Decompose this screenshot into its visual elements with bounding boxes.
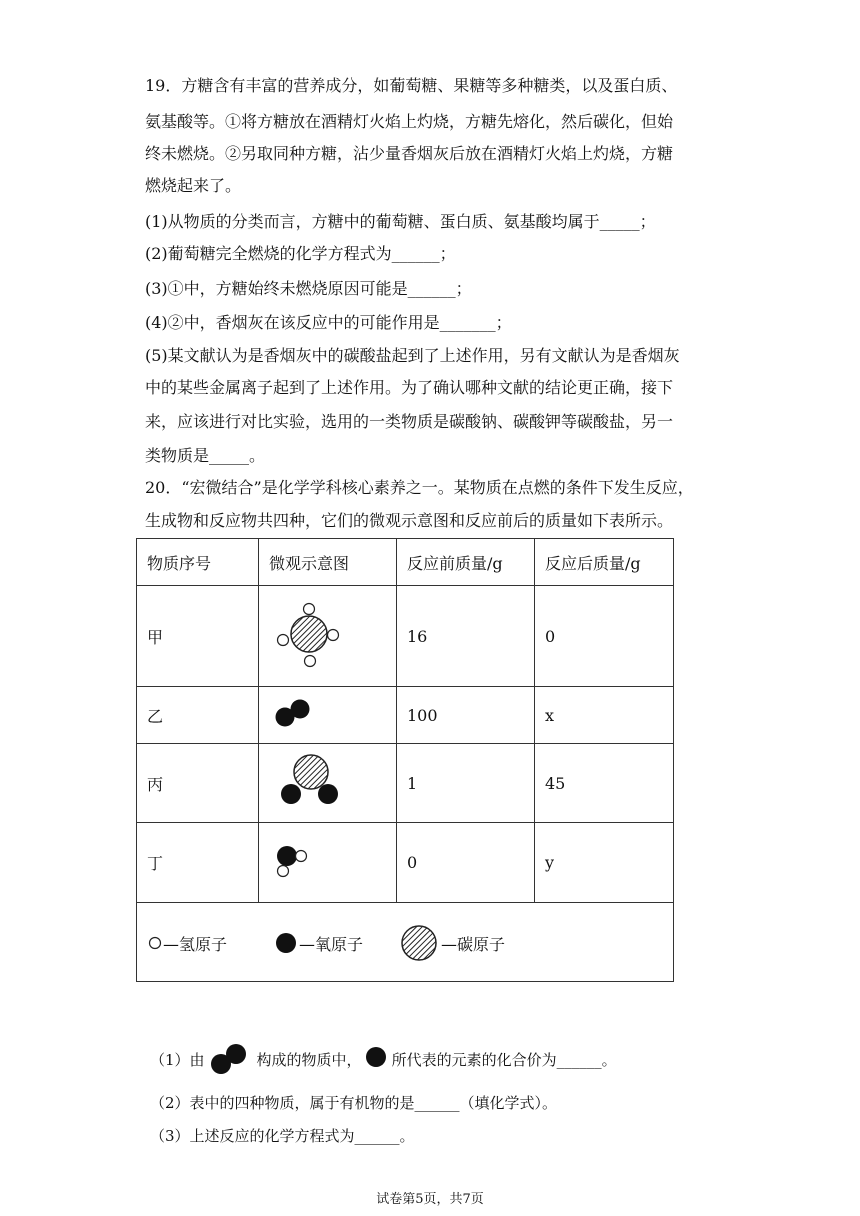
carbon-atom-icon	[397, 923, 441, 963]
oxygen-atom-icon	[273, 930, 299, 956]
row-mass-after: x	[535, 687, 674, 744]
header-mass-before: 反应前质量/g	[397, 539, 535, 586]
q19-sub-5-line-4: 类物质是_____。	[145, 446, 266, 465]
header-mass-after: 反应后质量/g	[535, 539, 674, 586]
header-substance: 物质序号	[137, 539, 259, 586]
q20-line-2: 生成物和反应物共四种，它们的微观示意图和反应前后的质量如下表所示。	[145, 511, 674, 530]
page-footer: 试卷第5页，共7页	[376, 1192, 484, 1207]
q20-line-1: 20．“宏微结合”是化学学科核心素养之一。某物质在点燃的条件下发生反应，	[145, 478, 694, 497]
legend-carbon	[397, 923, 505, 963]
q19-line-4: 燃烧起来了。	[145, 176, 242, 195]
q19-sub-5-line-3: 来，应该进行对比实验，选用的一类物质是碳酸钠、碳酸钾等碳酸盐，另一	[145, 412, 674, 431]
table-row	[137, 823, 674, 903]
row-name: 丁	[137, 823, 259, 903]
q20-sub-1-post: 所代表的元素的化合价为______。	[391, 1051, 617, 1069]
row-mass-before: 0	[397, 823, 535, 903]
q19-sub-5-line-2: 中的某些金属离子起到了上述作用。为了确认哪种文献的结论更正确，接下	[145, 378, 674, 397]
header-diagram: 微观示意图	[259, 539, 397, 586]
row-name: 丙	[137, 744, 259, 823]
table-row	[137, 744, 674, 823]
q20-sub-2: （2）表中的四种物质，属于有机物的是______（填化学式）。	[150, 1094, 558, 1112]
legend-hydrogen	[147, 929, 227, 957]
row-mass-after: 45	[535, 744, 674, 823]
water-molecule-diagram	[259, 823, 397, 903]
row-name: 甲	[137, 586, 259, 687]
table-row	[137, 586, 674, 687]
row-mass-after: y	[535, 823, 674, 903]
q19-line-2: 氨基酸等。①将方糖放在酒精灯火焰上灼烧，方糖先熔化，然后碳化，但始	[145, 112, 674, 131]
table-row	[137, 687, 674, 744]
row-name: 乙	[137, 687, 259, 744]
legend-hydrogen-label: —氢原子	[163, 934, 228, 954]
row-mass-before: 16	[397, 586, 535, 687]
q19-sub-4: (4)②中，香烟灰在该反应中的可能作用是_______；	[145, 313, 512, 332]
legend-carbon-label: —碳原子	[441, 934, 506, 954]
table-header-row	[137, 539, 674, 586]
methane-molecule-diagram	[259, 586, 397, 687]
legend-oxygen-label: —氧原子	[299, 934, 364, 954]
hydrogen-atom-icon	[147, 935, 163, 951]
oxygen-atom-icon	[362, 1045, 392, 1075]
q20-sub-3: （3）上述反应的化学方程式为______。	[150, 1127, 415, 1145]
q19-sub-1: (1)从物质的分类而言，方糖中的葡萄糖、蛋白质、氨基酸均属于_____；	[145, 212, 656, 231]
methane-molecule-icon	[269, 594, 349, 674]
q19-line-1: 19．方糖含有丰富的营养成分，如葡萄糖、果糖等多种糖类，以及蛋白质、	[145, 76, 678, 95]
carbon-dioxide-molecule-diagram	[259, 744, 397, 823]
legend-oxygen	[273, 929, 363, 957]
oxygen-molecule-icon	[269, 693, 329, 733]
water-molecule-icon	[269, 839, 319, 883]
mass-table	[136, 538, 674, 982]
oxygen-molecule-icon	[205, 1040, 257, 1080]
oxygen-molecule-diagram	[259, 687, 397, 744]
row-mass-before: 1	[397, 744, 535, 823]
legend-row	[137, 903, 674, 982]
carbon-dioxide-molecule-icon	[269, 748, 349, 814]
row-mass-after: 0	[535, 586, 674, 687]
q19-sub-3: (3)①中，方糖始终未燃烧原因可能是______；	[145, 279, 472, 298]
q20-sub-1-mid: 构成的物质中，	[256, 1051, 362, 1069]
legend-cell	[137, 903, 674, 982]
row-mass-before: 100	[397, 687, 535, 744]
q19-sub-5-line-1: (5)某文献认为是香烟灰中的碳酸盐起到了上述作用，另有文献认为是香烟灰	[145, 346, 680, 365]
q20-sub-1	[150, 1040, 617, 1080]
q19-line-3: 终未燃烧。②另取同种方糖，沾少量香烟灰后放在酒精灯火焰上灼烧，方糖	[145, 144, 674, 163]
q20-sub-1-pre: （1）由	[150, 1051, 205, 1069]
q19-sub-2: (2)葡萄糖完全燃烧的化学方程式为______；	[145, 244, 456, 263]
